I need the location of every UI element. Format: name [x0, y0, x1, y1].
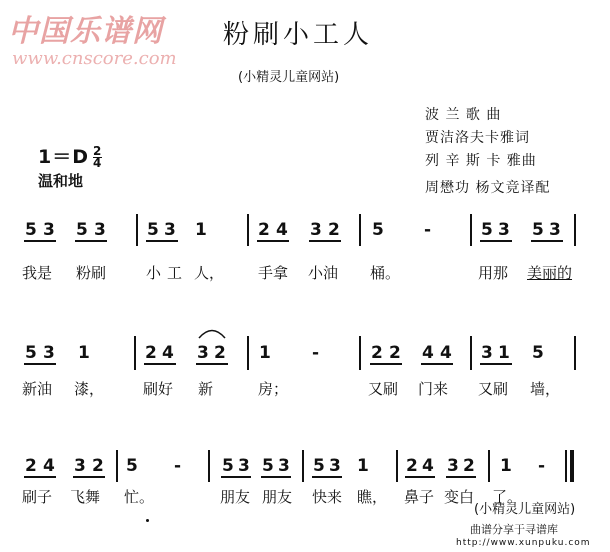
beam — [531, 240, 563, 242]
note: 3 — [94, 220, 106, 240]
note: 5 — [76, 220, 88, 240]
note: 2 — [25, 456, 37, 476]
share-url[interactable]: http://www.xunpuku.com — [456, 538, 591, 548]
time-numerator: 2 — [93, 144, 103, 158]
beam — [446, 476, 476, 478]
beam — [24, 476, 56, 478]
beam — [480, 240, 512, 242]
time-signature — [93, 146, 102, 169]
note: 2 — [258, 220, 270, 240]
final-barline-thin — [565, 450, 567, 482]
note: 4 — [162, 343, 174, 363]
note: 3 — [238, 456, 250, 476]
note: 3 — [549, 220, 561, 240]
credit-composer: 列 辛 斯 卡 雅曲 — [425, 153, 537, 169]
low-octave-dot — [146, 519, 149, 522]
beam — [370, 363, 402, 365]
beam — [480, 363, 512, 365]
note: 5 — [262, 456, 274, 476]
lyric: 了。 — [492, 488, 523, 506]
beam — [73, 476, 105, 478]
beam — [146, 240, 178, 242]
note: 5 — [147, 220, 159, 240]
tempo-marking: 温和地 — [38, 172, 84, 190]
note: 4 — [440, 343, 452, 363]
note: 2 — [92, 456, 104, 476]
lyric: 朋友 — [262, 488, 293, 506]
lyric: 小 — [146, 264, 162, 282]
barline — [136, 214, 138, 246]
credit-lyricist: 贾洁洛夫卡雅词 — [425, 130, 530, 146]
lyric: 快来 — [312, 488, 343, 506]
beam — [312, 476, 342, 478]
note: 2 — [328, 220, 340, 240]
beam — [421, 363, 453, 365]
note: 2 — [214, 343, 226, 363]
note: 3 — [43, 343, 55, 363]
note: 5 — [481, 220, 493, 240]
lyric: 手拿 — [258, 264, 289, 282]
lyric: 忙。 — [124, 488, 155, 506]
note: 3 — [74, 456, 86, 476]
lyric: 粉刷 — [76, 264, 107, 282]
note: 3 — [43, 220, 55, 240]
watermark-url: www.cnscore.com — [12, 48, 177, 69]
lyric: 刷子 — [22, 488, 53, 506]
key-signature — [38, 142, 102, 169]
barline — [208, 450, 210, 482]
credit-origin: 波 兰 歌 曲 — [425, 107, 502, 123]
lyric: 人， — [194, 264, 225, 282]
note: 4 — [422, 456, 434, 476]
lyric: 瞧， — [357, 488, 388, 506]
note: 3 — [498, 220, 510, 240]
lyric: 门来 — [418, 380, 449, 398]
barline — [302, 450, 304, 482]
beam — [257, 240, 289, 242]
note: 5 — [532, 343, 544, 363]
lyric: 桶。 — [370, 264, 401, 282]
page-title: 粉刷小工人 — [223, 20, 374, 50]
time-denominator: 4 — [93, 156, 103, 170]
barline — [359, 214, 361, 246]
note: 2 — [406, 456, 418, 476]
note: 1 — [500, 456, 512, 476]
barline — [488, 450, 490, 482]
lyric: 漆， — [74, 380, 105, 398]
note: 3 — [164, 220, 176, 240]
note: 1 — [195, 220, 207, 240]
key-label: 1＝D — [38, 146, 89, 168]
beam — [261, 476, 291, 478]
note: 4 — [276, 220, 288, 240]
lyric: 又刷 — [478, 380, 509, 398]
beam — [75, 240, 107, 242]
beam — [24, 240, 56, 242]
note: 4 — [43, 456, 55, 476]
lyric: 小油 — [308, 264, 339, 282]
barline — [247, 214, 249, 246]
note: 2 — [463, 456, 475, 476]
barline — [116, 450, 118, 482]
barline — [470, 214, 472, 246]
lyric: 我是 — [22, 264, 53, 282]
note: 3 — [447, 456, 459, 476]
lyric: 飞舞 — [70, 488, 101, 506]
note-dash: - — [538, 456, 546, 476]
note: 3 — [310, 220, 322, 240]
lyric: 新油 — [22, 380, 53, 398]
note: 1 — [78, 343, 90, 363]
note: 1 — [498, 343, 510, 363]
beam — [309, 240, 341, 242]
final-barline-thick — [570, 450, 574, 482]
beam — [196, 363, 228, 365]
credit-translator: 周懋功 杨文竞译配 — [425, 180, 551, 196]
note: 5 — [372, 220, 384, 240]
lyric: 刷好 — [143, 380, 174, 398]
note: 2 — [389, 343, 401, 363]
beam — [144, 363, 176, 365]
lyric: 房； — [258, 380, 289, 398]
note: 1 — [357, 456, 369, 476]
note: 5 — [313, 456, 325, 476]
lyric: 工 — [167, 264, 183, 282]
beam — [405, 476, 435, 478]
note-dash: - — [174, 456, 182, 476]
beam — [24, 363, 56, 365]
note: 3 — [481, 343, 493, 363]
site-tag: (小精灵儿童网站) — [474, 502, 576, 517]
barline — [574, 214, 576, 246]
note: 3 — [329, 456, 341, 476]
note-dash: - — [424, 220, 432, 240]
lyric: 朋友 — [220, 488, 251, 506]
lyric: 用那 — [478, 264, 509, 282]
note: 1 — [259, 343, 271, 363]
share-text: 曲谱分享于寻谱库 — [470, 523, 558, 536]
lyric: 墙， — [530, 380, 561, 398]
barline — [359, 336, 361, 370]
barline — [134, 336, 136, 370]
watermark-logo: 中国乐谱网 — [8, 14, 163, 49]
note: 2 — [145, 343, 157, 363]
lyric: 变白 — [444, 488, 475, 506]
lyric: 鼻子 — [404, 488, 435, 506]
slur — [197, 327, 227, 339]
note: 5 — [126, 456, 138, 476]
lyric: 新 — [198, 380, 214, 398]
subtitle: (小精灵儿童网站) — [238, 70, 340, 85]
barline — [396, 450, 398, 482]
beam — [221, 476, 251, 478]
note: 3 — [278, 456, 290, 476]
note: 5 — [25, 220, 37, 240]
note: 2 — [371, 343, 383, 363]
note: 5 — [532, 220, 544, 240]
barline — [470, 336, 472, 370]
lyric: 又刷 — [368, 380, 399, 398]
barline — [574, 336, 576, 370]
note: 3 — [197, 343, 209, 363]
note: 5 — [25, 343, 37, 363]
barline — [247, 336, 249, 370]
lyric: 美丽的 — [527, 264, 573, 282]
note: 5 — [222, 456, 234, 476]
note: 4 — [422, 343, 434, 363]
note-dash: - — [312, 343, 320, 363]
